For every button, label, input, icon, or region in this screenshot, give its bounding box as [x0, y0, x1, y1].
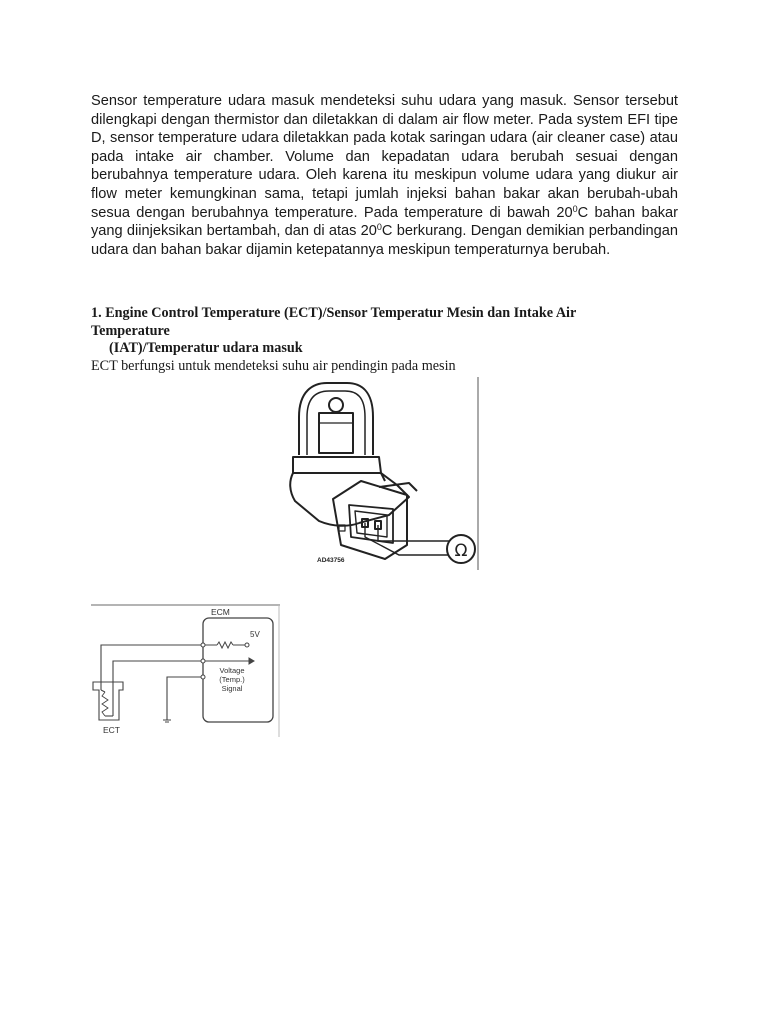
section-heading-line-1: 1. Engine Control Temperature (ECT)/Sensor Temperatur Mesin dan Intake Air Temperature — [91, 305, 577, 339]
intro-paragraph — [91, 92, 678, 259]
figure-code-label: AD43756 — [317, 557, 345, 564]
superscript-degree-1: 0 — [572, 203, 578, 214]
section-heading-line-2: (IAT)/Temperatur udara masuk — [109, 340, 303, 356]
paragraph-text-1: Sensor temperature udara masuk mendeteksi suhu udara yang masuk. Sensor tersebut dilengkapi dengan thermistor dan diletakkan di dalam air flow meter. Pada system EFI tipe D, sensor temperature udara diletakkan pada kotak saringan udara (air cleaner case) atau pada intake air chamber. Volume dan kepadatan udara berubah sesuai dengan berubahnya temperature udara. Oleh karena itu meskipun volume udara yang diukur air flow meter kemungkinan sama, tetapi jumlah injeksi bahan bakar akan berubah-ubah sesua dengan berubahnya temperature. Pada temperature di bawah 20 — [91, 93, 678, 221]
ect-sensor-illustration — [289, 377, 479, 570]
voltage-signal-line-1: Voltage — [219, 666, 245, 675]
ecm-label: ECM — [211, 607, 230, 617]
paragraph-text-3: C berkurang. Dengan demikian perbandingan udara dan bahan bakar dijamin ketepatannya meskipun temperaturnya berubah. — [91, 223, 678, 258]
ect-label: ECT — [103, 725, 120, 735]
ohmmeter-icon — [447, 535, 475, 563]
voltage-5v-label: 5V — [250, 630, 260, 639]
ect-circuit-diagram — [91, 604, 280, 737]
paragraph-text-2: C bahan bakar yang diinjeksikan bertambah, dan di atas 20 — [91, 204, 678, 240]
superscript-degree-2: 0 — [376, 222, 382, 233]
voltage-signal-line-3: Signal — [221, 684, 243, 693]
ohm-symbol: Ω — [454, 541, 468, 561]
section-body-text: ECT berfungsi untuk mendeteksi suhu air pendingin pada mesin — [91, 358, 456, 374]
voltage-signal-line-2: (Temp.) — [219, 675, 245, 684]
section-heading — [91, 305, 651, 358]
